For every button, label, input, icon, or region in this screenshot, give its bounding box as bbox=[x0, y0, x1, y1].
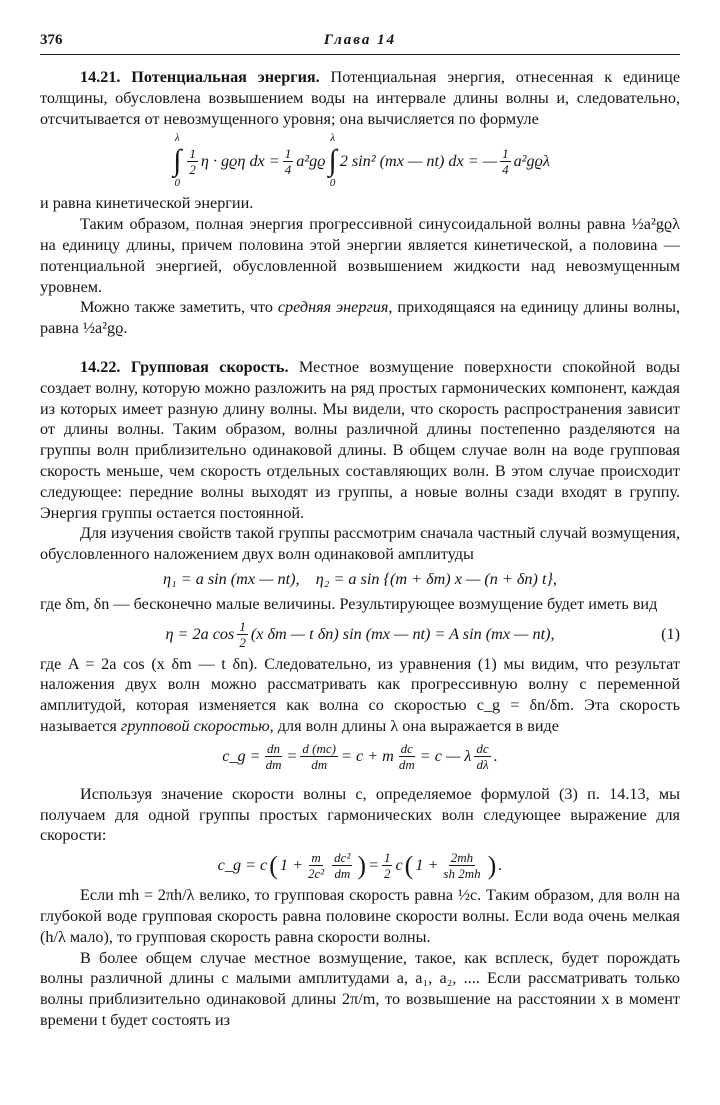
formula-part: . bbox=[498, 856, 503, 875]
integral-sign-1: λ ∫ 0 bbox=[173, 132, 182, 190]
spacer bbox=[40, 776, 680, 784]
paragraph: Если mh = 2πh/λ велико, то групповая скорость равна ½c. Таким образом, для волн на глубокой воде групповая скорость равна половине скорости волны. Если вода очень мелкая (h/λ мало), то групповая скорость равна скорости волны. bbox=[40, 886, 680, 946]
formula-part: . bbox=[493, 746, 498, 765]
formula-part: — bbox=[482, 151, 498, 170]
paragraph: Можно также заметить, что средняя энергия, приходящаяся на единицу длины волны, равна ½a²gϱ. bbox=[40, 298, 681, 338]
fraction-half-2: $\frac{1}{2}$ bbox=[239, 618, 246, 650]
page-header bbox=[40, 30, 680, 50]
section-14-22-text: Местное возмущение поверхности спокойной воды создает волну, которую можно разложить на ряд простых гармонических компонент, каждая из которых имеет разную длину волны. Мы видели, что скорость распространения зависит от длины волны. Таким образом, волны различной длины постепенно разделяются на группы волн приблизительно одинаковой длины. В общем случае волн на воде групповая скорость меньше, чем скорость отдельных составляющих волн. В этом случае происходит следующее: передние волны выходят из группы, а новые волны сзади входят в группу. Энергия группы остается постоянной. bbox=[40, 357, 680, 522]
equation-number: (1) bbox=[661, 624, 680, 643]
fraction-quarter-2: $\frac{1}{4}$ bbox=[502, 145, 509, 177]
paren: ) bbox=[357, 850, 367, 880]
formula-part: a²gϱλ bbox=[513, 151, 550, 170]
fraction: $\frac{2mh}{sh 2mh}$ bbox=[443, 850, 481, 882]
formula-resulting-disturbance bbox=[40, 619, 680, 650]
header-rule bbox=[40, 54, 680, 55]
fraction: $\frac{dn}{dm}$ bbox=[265, 740, 282, 772]
formula-part: (x δm — t δn) sin (mx — nt) = A sin (mx — nt), bbox=[250, 624, 555, 643]
page-number: 376 bbox=[40, 32, 63, 48]
fraction-quarter-1: $\frac{1}{4}$ bbox=[284, 145, 292, 177]
paren: ( bbox=[269, 850, 278, 880]
section-14-22-paragraph bbox=[40, 357, 680, 523]
fraction: $\frac{m}{\text{2c²}}$ bbox=[308, 850, 325, 882]
paragraph: Для изучения свойств такой группы рассмотрим сначала частный случай возмущения, обусловленного наложением двух волн одинаковой амплитуды bbox=[40, 524, 680, 564]
paragraph: Используя значение скорости волны c, определяемое формулой (3) п. 14.13, мы получаем для одной группы простых гармонических волн следующее выражение для скорости: bbox=[40, 784, 680, 845]
formula-part: c bbox=[395, 856, 403, 875]
section-14-21-paragraph bbox=[40, 67, 680, 129]
formula-part: = c + m bbox=[341, 746, 394, 765]
fraction: $\frac{d (mc)}{dm}$ bbox=[302, 740, 336, 772]
formula-part: 1 + bbox=[415, 856, 439, 875]
integral-sign-2: λ ∫ 0 bbox=[328, 132, 337, 190]
paragraph: где δm, δn — бесконечно малые величины. Результирующее возмущение будет иметь вид bbox=[40, 594, 658, 613]
fraction-half-3: $\frac{1}{2}$ bbox=[383, 850, 391, 882]
fraction: $\frac{dc}{dm}$ bbox=[398, 740, 415, 772]
fraction: $\frac{\text{dc²}}{dm}$ bbox=[334, 850, 351, 882]
paragraph: и равна кинетической энергии. bbox=[40, 194, 254, 213]
section-gap bbox=[40, 339, 680, 357]
chapter-title: Глава 14 bbox=[323, 32, 397, 48]
formula-part: 1 + bbox=[279, 856, 303, 875]
paragraph: где A = 2a cos (x δm — t δn). Следовательно, из уравнения (1) мы видим, что результат наложения двух волн можно рассматривать как прогрессивную волну с переменной амплитудой, которая изменяется как волна со скоростью c_g = δn/δm. Эта скорость называется групповой скоростью, для волн длины λ она выражается в виде bbox=[40, 654, 680, 735]
book-page bbox=[40, 30, 680, 1095]
formula-part: a²gϱ bbox=[296, 151, 326, 170]
formula-two-waves bbox=[40, 569, 680, 590]
paren: ) bbox=[487, 850, 497, 880]
formula-part: c_g = bbox=[222, 746, 261, 765]
formula-part: = bbox=[368, 856, 379, 875]
formula-group-velocity bbox=[40, 741, 680, 772]
formula-part: η₁ = a sin (mx — nt), η₂ = a sin {(m + δm) x — (n + δn) t}, bbox=[163, 569, 557, 588]
section-14-22-heading: 14.22. Групповая скорость. bbox=[80, 357, 289, 376]
formula-part: η = 2a cos bbox=[165, 624, 235, 643]
fraction-half-1: $\frac{1}{2}$ bbox=[189, 145, 196, 177]
paren: ( bbox=[404, 850, 414, 880]
formula-part: 2 sin² (mx — nt) dx = bbox=[339, 151, 479, 170]
section-14-21-text: Потенциальная энергия, отнесенная к единице толщины, обусловлена возвышением воды на интервале длины волны и, следовательно, отсчитывается от невозмущенного уровня; она вычисляется по формуле bbox=[40, 68, 680, 128]
formula-part: η · gϱη dx = bbox=[200, 151, 280, 170]
formula-part: = bbox=[286, 746, 298, 765]
section-14-21-heading: 14.21. Потенциальная энергия. bbox=[80, 68, 320, 86]
formula-potential-energy bbox=[40, 133, 680, 189]
paragraph: Таким образом, полная энергия прогрессивной синусоидальной волны равна ½a²gϱλ на единицу длины, причем половина этой энергии является кинетической, а половина — потенциальной энергией, обусловленной возвышением жидкости над невозмущенным уровнем. bbox=[40, 215, 680, 296]
paragraph: В более общем случае местное возмущение, такое, как всплеск, будет порождать волны различной длины с малыми амплитудами a, a₁, a₂, .... Если рассматривать только волны приблизительно одинаковой длины 2π/m, то возвышение на расстоянии x в момент времени t будет состоять из bbox=[40, 948, 680, 1029]
formula-group-velocity-depth bbox=[40, 850, 680, 881]
formula-part: = c — λ bbox=[419, 746, 472, 765]
formula-part: c_g = c bbox=[217, 856, 268, 875]
fraction: $\frac{dc}{d\lambda}$ bbox=[476, 740, 489, 772]
